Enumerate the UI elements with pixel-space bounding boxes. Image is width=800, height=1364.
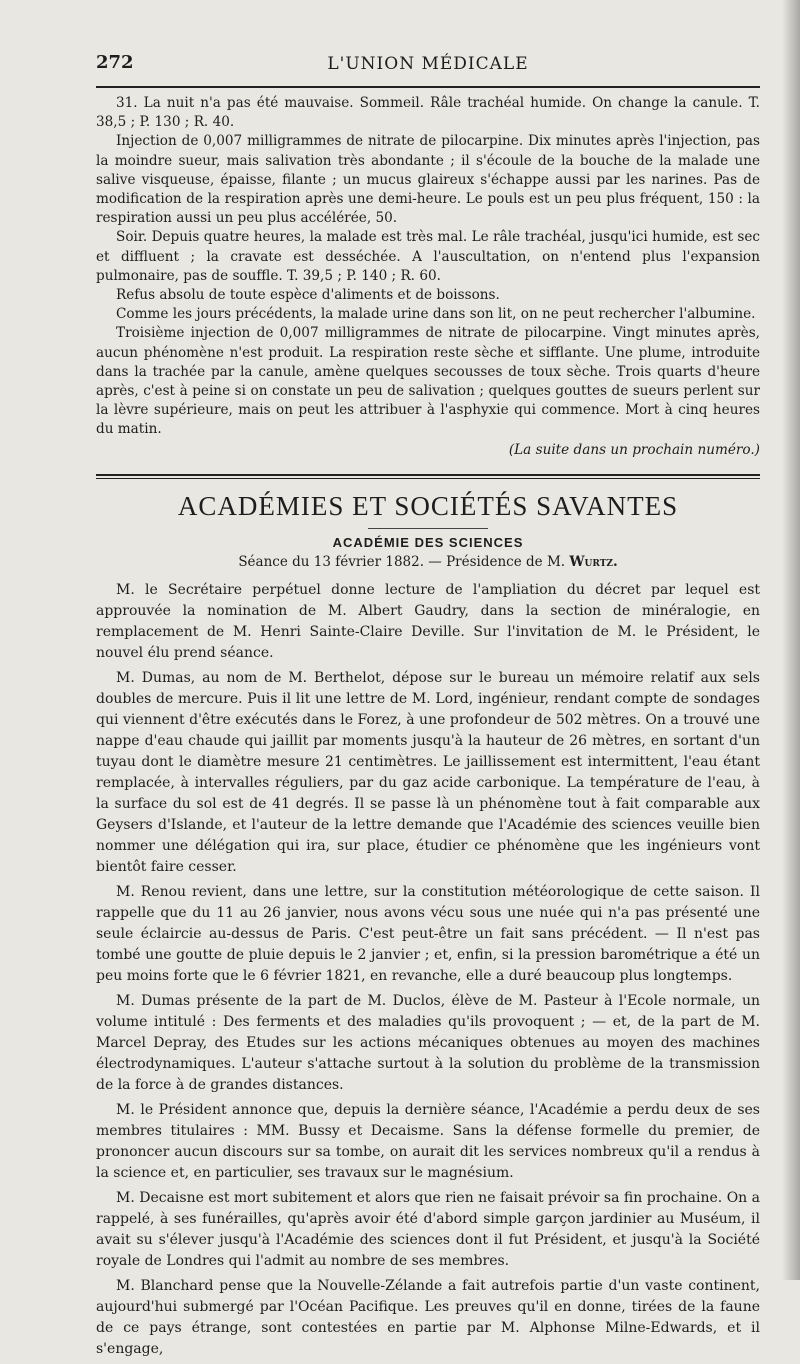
running-title: L'UNION MÉDICALE <box>327 54 529 74</box>
body-paragraph: M. Renou revient, dans une lettre, sur la constitution météorologique de cette saison. Il rappelle que du 11 au 26 janvier, nous avons vécu sous une nuée qui n'a pas présenté une seule éclaircie au-dessus de Paris. C'est peut-être un fait sans précédent. — Il n'est pas tombé une goutte de pluie depuis le 2 janvier ; et, enfin, si la pression barométrique a été un peu moins forte que le 6 février 1821, en revanche, elle a duré beaucoup plus longtemps. <box>96 883 760 984</box>
header-rule <box>96 86 760 88</box>
continuation-note: (La suite dans un prochain numéro.) <box>508 441 760 458</box>
title-underline <box>368 528 488 529</box>
journal-page <box>96 48 760 1364</box>
section-body <box>96 580 760 1360</box>
case-paragraph: Comme les jours précédents, la malade urine dans son lit, on ne peut rechercher l'albumine. <box>116 306 756 323</box>
body-paragraph: M. le Secrétaire perpétuel donne lecture de l'ampliation du décret par lequel est approuvée la nomination de M. Albert Gaudry, dans la section de minéralogie, en remplacement de M. Henri Sainte-Claire Deville. Sur l'invitation de M. le Président, le nouvel élu prend séance. <box>96 581 760 661</box>
seance-line <box>96 554 760 570</box>
seance-president: Wurtz. <box>569 553 618 570</box>
seance-date: Séance du 13 février 1882. — Présidence de M. <box>238 553 570 570</box>
body-paragraph: M. Decaisne est mort subitement et alors que rien ne faisait prévoir sa fin prochaine. On a rappelé, à ses funérailles, qu'après avoir été d'abord simple garçon jardinier au Muséum, il avait su s'élever jusqu'à l'Académie des sciences dont il fut Président, et jusqu'à la Société royale de Londres qui l'admit au nombre de ses membres. <box>96 1189 760 1269</box>
case-paragraph: Refus absolu de toute espèce d'aliments et de boissons. <box>116 287 500 304</box>
scan-shadow <box>782 0 800 1280</box>
case-paragraph: Troisième injection de 0,007 milligrammes de nitrate de pilocarpine. Vingt minutes après, aucun phénomène n'est produit. La respiration reste sèche et sifflante. Une plume, introduite dans la trachée par la canule, amène quelques secousses de toux sèche. Trois quarts d'heure après, c'est à peine si on constate un peu de salivation ; quelques gouttes de sueurs perlent sur la lèvre supérieure, mais on peut les attribuer à l'asphyxie qui commence. Mort à cinq heures du matin. <box>96 325 760 438</box>
body-paragraph: M. Blanchard pense que la Nouvelle-Zélande a fait autrefois partie d'un vaste continent, aujourd'hui submergé par l'Océan Pacifique. Les preuves qu'il en donne, tirées de la faune de ce pays étrange, sont contestées en partie par M. Alphonse Milne-Edwards, et il s'engage, <box>96 1277 760 1357</box>
section-title: ACADÉMIES ET SOCIÉTÉS SAVANTES <box>177 490 679 521</box>
section-divider <box>96 474 760 479</box>
page-number: 272 <box>96 52 134 73</box>
case-report <box>96 94 760 458</box>
case-paragraph: Injection de 0,007 milligrammes de nitrate de pilocarpine. Dix minutes après l'injection, pas la moindre sueur, mais salivation très abondante ; il s'écoule de la bouche de la malade une salive visqueuse, épaisse, filante ; un mucus glaireux s'échappe aussi par les narines. Pas de modification de la respiration après une demi-heure. Le pouls est un peu plus fréquent, 150 : la respiration aussi un peu plus accélérée, 50. <box>96 133 760 227</box>
page-header <box>96 48 760 78</box>
body-paragraph: M. Dumas présente de la part de M. Duclos, élève de M. Pasteur à l'Ecole normale, un volume intitulé : Des ferments et des maladies qu'ils provoquent ; — et, de la part de M. Marcel Depray, des Etudes sur les actions mécaniques obtenues au moyen des machines électrodynamiques. L'auteur s'attache surtout à la solution du problème de la transmission de la force à de grandes distances. <box>96 992 760 1093</box>
case-paragraph: Soir. Depuis quatre heures, la malade est très mal. Le râle trachéal, jusqu'ici humide, est sec et diffluent ; la cravate est desséchée. A l'auscultation, on n'entend plus l'expansion pulmonaire, pas de souffle. T. 39,5 ; P. 140 ; R. 60. <box>96 229 760 284</box>
case-paragraph: 31. La nuit n'a pas été mauvaise. Sommeil. Râle trachéal humide. On change la canule. T. 38,5 ; P. 130 ; R. 40. <box>96 95 760 131</box>
body-paragraph: M. le Président annonce que, depuis la dernière séance, l'Académie a perdu deux de ses membres titulaires : MM. Bussy et Decaisme. Sans la défense formelle du premier, de prononcer aucun discours sur sa tombe, on aurait dit les services nombreux qu'il a rendus à la science et, en particulier, ses travaux sur le magnésium. <box>96 1101 760 1181</box>
body-paragraph: M. Dumas, au nom de M. Berthelot, dépose sur le bureau un mémoire relatif aux sels doubles de mercure. Puis il lit une lettre de M. Lord, ingénieur, rendant compte de sondages qui viennent d'être exécutés dans le Forez, à une profondeur de 502 mètres. On a trouvé une nappe d'eau chaude qui jaillit par moments jusqu'à la hauteur de 26 mètres, en sortant d'un tuyau dont le diamètre mesure 21 centimètres. Le jaillissement est intermittent, l'eau étant remplacée, à intervalles réguliers, par du gaz acide carbonique. La température de l'eau, à la surface du sol est de 41 degrés. Il se passe là un phénomène tout à fait comparable aux Geysers d'Islande, et l'auteur de la lettre demande que l'Académie des sciences veuille bien nommer une délégation qui ira, sur place, étudier ce phénomène que les ingénieurs vont bientôt faire cesser. <box>96 669 760 875</box>
section-subtitle: ACADÉMIE DES SCIENCES <box>332 534 524 550</box>
